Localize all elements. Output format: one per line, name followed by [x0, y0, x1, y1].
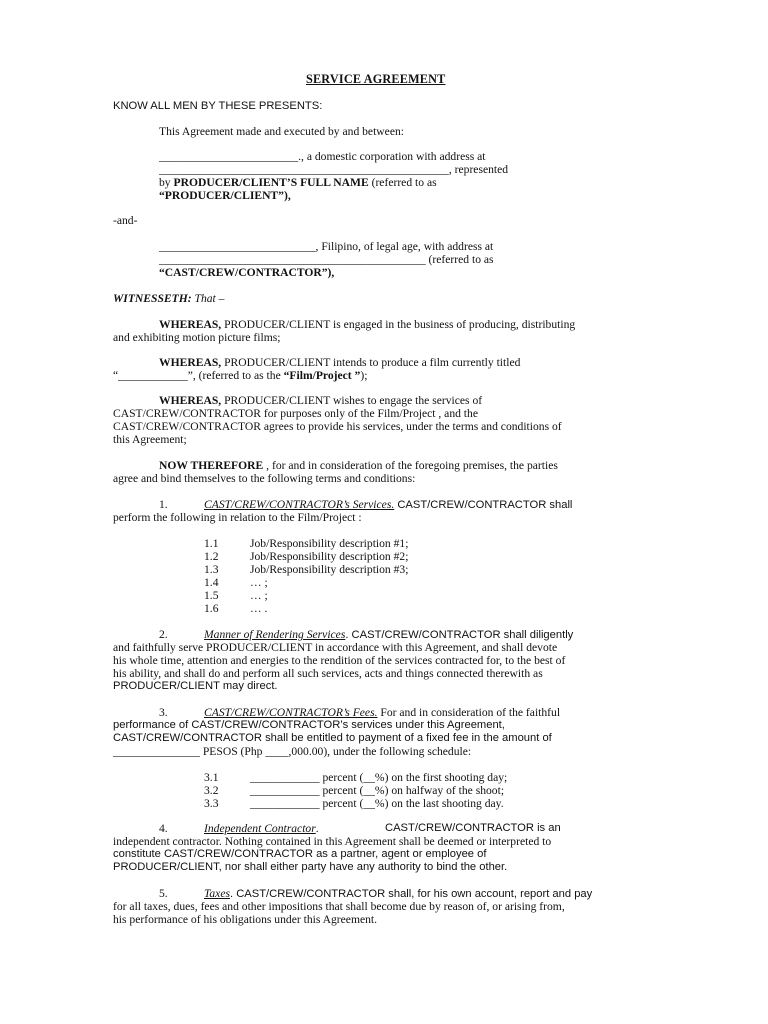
whereas-keyword: WHEREAS, — [159, 356, 222, 369]
section3-item-number: 3.3 — [204, 797, 219, 810]
whereas2-text: PRODUCER/CLIENT intends to produce a film currently titled — [221, 356, 521, 369]
represented-text: , represented — [448, 163, 509, 176]
whereas2-line2 — [113, 369, 367, 382]
section3-line1 — [204, 706, 560, 719]
whereas1-line1 — [159, 318, 575, 331]
now-therefore-line1 — [159, 459, 558, 472]
section3-number: 3. — [159, 706, 168, 719]
whereas1-text: PRODUCER/CLIENT is engaged in the business of producing, distributing — [221, 318, 576, 331]
section5-heading: Taxes — [204, 887, 230, 900]
section3-item-text: ____________ percent (__%) on the last shooting day. — [250, 797, 504, 810]
section5-line3: his performance of his obligations under this Agreement. — [113, 913, 378, 926]
section1-line2: perform the following in relation to the Film/Project : — [113, 511, 362, 524]
whereas2-end: ); — [360, 369, 368, 382]
whereas-keyword: WHEREAS, — [159, 318, 222, 331]
witnesseth-line — [113, 292, 224, 305]
party1-line3 — [159, 176, 437, 189]
whereas3-line4: this Agreement; — [113, 433, 187, 446]
section1-text: CAST/CREW/CONTRACTOR shall — [394, 499, 573, 511]
party2-line1: ___________________________, Filipino, of legal age, with address at — [159, 240, 494, 253]
by-text: by — [159, 176, 174, 189]
section4-heading: Independent Contractor — [204, 822, 316, 835]
section4-line1-text: CAST/CREW/CONTRACTOR is an — [385, 822, 561, 834]
section1-item-text: … . — [250, 602, 268, 615]
party1-alias: “PRODUCER/CLIENT”), — [159, 189, 291, 202]
section2-line2: and faithfully serve PRODUCER/CLIENT in accordance with this Agreement, and shall devote — [113, 641, 558, 654]
section1-item-number: 1.6 — [204, 602, 219, 615]
made-between-line: This Agreement made and executed by and between: — [159, 125, 404, 138]
party1-line1: ________________________., a domestic corporation with address at — [159, 150, 486, 163]
section5-number: 5. — [159, 887, 168, 900]
producer-full-name: PRODUCER/CLIENT’S FULL NAME — [173, 176, 369, 189]
section1-item-number: 1.1 — [204, 537, 219, 550]
section3-text: For and in consideration of the faithful — [377, 706, 561, 719]
whereas1-line2: and exhibiting motion picture films; — [113, 331, 281, 344]
section2-line4: his ability, and shall do and perform all such services, acts and things connected therewith as — [113, 667, 543, 680]
section4-period: . — [315, 822, 319, 835]
party2-line2: ______________________________________________ (referred to as — [159, 253, 494, 266]
whereas3-text: PRODUCER/CLIENT wishes to engage the services of — [221, 394, 483, 407]
section2-text: . CAST/CREW/CONTRACTOR shall diligently — [345, 629, 574, 641]
section1-item-text: Job/Responsibility description #3; — [250, 563, 409, 576]
section2-line5: PRODUCER/CLIENT may direct. — [113, 680, 278, 692]
and-separator: -and- — [113, 214, 138, 227]
witnesseth-keyword: WITNESSETH: — [113, 292, 192, 305]
film-project-alias: “Film/Project ” — [283, 369, 361, 382]
know-all-line: KNOW ALL MEN BY THESE PRESENTS: — [113, 100, 323, 112]
section4-line4: PRODUCER/CLIENT, nor shall either party have any authority to bind the other. — [113, 861, 508, 873]
section1-item-number: 1.2 — [204, 550, 219, 563]
section4-number: 4. — [159, 822, 168, 835]
page-title: SERVICE AGREEMENT — [306, 72, 446, 86]
whereas3-line2: CAST/CREW/CONTRACTOR for purposes only of the Film/Project , and the — [113, 407, 478, 420]
section3-line2: performance of CAST/CREW/CONTRACTOR’s services under this Agreement, — [113, 719, 505, 731]
party1-line2 — [159, 163, 508, 176]
whereas3-line1 — [159, 394, 482, 407]
now-therefore-text: , for and in consideration of the foregoing premises, the parties — [263, 459, 558, 472]
section5-line1 — [204, 887, 592, 901]
section3-item-text: ____________ percent (__%) on the first shooting day; — [250, 771, 508, 784]
section1-number: 1. — [159, 498, 168, 511]
section1-item-text: … ; — [250, 589, 268, 602]
now-therefore-keyword: NOW THEREFORE — [159, 459, 264, 472]
section1-item-number: 1.4 — [204, 576, 219, 589]
whereas2-line1 — [159, 356, 520, 369]
section3-line3: CAST/CREW/CONTRACTOR shall be entitled to payment of a fixed fee in the amount of — [113, 732, 552, 744]
section1-line1 — [204, 498, 572, 512]
referred-as-text: (referred to as — [368, 176, 437, 189]
now-therefore-line2: agree and bind themselves to the following terms and conditions: — [113, 472, 416, 485]
film-title-blank: “____________”, (referred to as the — [113, 369, 284, 382]
party2-alias: “CAST/CREW/CONTRACTOR”), — [159, 266, 335, 279]
section2-number: 2. — [159, 628, 168, 641]
section2-line1 — [204, 628, 573, 642]
section1-item-text: Job/Responsibility description #1; — [250, 537, 409, 550]
section3-item-number: 3.2 — [204, 784, 219, 797]
section4-line1 — [204, 822, 319, 835]
section5-line2: for all taxes, dues, fees and other impositions that shall become due by reason of, or arising from, — [113, 900, 565, 913]
address-blank: __________________________________________________ — [159, 163, 449, 176]
section2-line3: his whole time, attention and energies to the rendition of the services contracted for, to the best of — [113, 654, 566, 667]
whereas-keyword: WHEREAS, — [159, 394, 222, 407]
section4-line2: independent contractor. Nothing contained in this Agreement shall be deemed or interpreted to — [113, 835, 552, 848]
section3-line4: _______________ PESOS (Php ____,000.00), under the following schedule: — [113, 745, 472, 758]
section1-item-text: … ; — [250, 576, 268, 589]
section3-heading: CAST/CREW/CONTRACTOR’s Fees. — [204, 706, 378, 719]
section1-item-number: 1.3 — [204, 563, 219, 576]
section4-line3: constitute CAST/CREW/CONTRACTOR as a partner, agent or employee of — [113, 848, 487, 860]
section2-heading: Manner of Rendering Services — [204, 628, 346, 641]
whereas3-line3: CAST/CREW/CONTRACTOR agrees to provide his services, under the terms and conditions of — [113, 420, 562, 433]
section5-text: . CAST/CREW/CONTRACTOR shall, for his own account, report and pay — [229, 888, 593, 900]
section3-item-text: ____________ percent (__%) on halfway of the shoot; — [250, 784, 505, 797]
section1-heading: CAST/CREW/CONTRACTOR’s Services. — [204, 498, 395, 511]
section1-item-text: Job/Responsibility description #2; — [250, 550, 409, 563]
witnesseth-that: That – — [191, 292, 225, 305]
section1-item-number: 1.5 — [204, 589, 219, 602]
section3-item-number: 3.1 — [204, 771, 219, 784]
